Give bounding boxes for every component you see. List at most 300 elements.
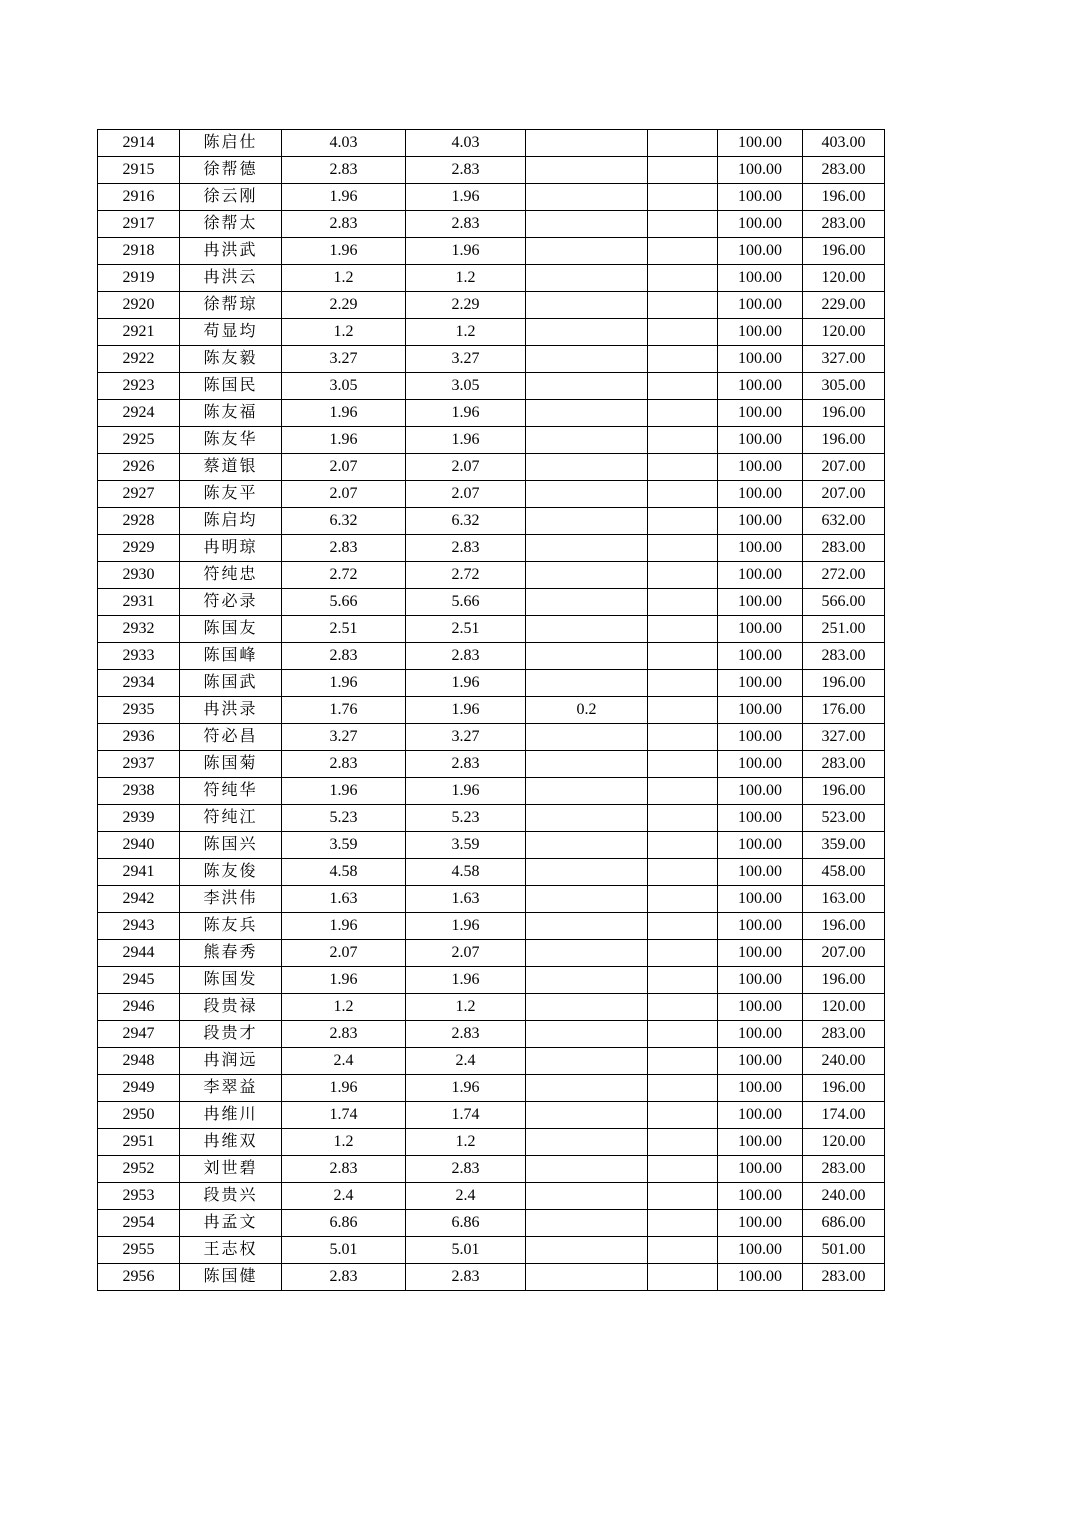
- difference-cell: [526, 400, 648, 427]
- row-number-cell: 2944: [98, 940, 180, 967]
- amount-cell: 174.00: [803, 1102, 885, 1129]
- person-name-cell: 冉润远: [180, 1048, 282, 1075]
- blank-cell: [648, 562, 718, 589]
- table-row: [98, 238, 885, 265]
- difference-cell: [526, 292, 648, 319]
- blank-cell: [648, 346, 718, 373]
- rate-cell: 100.00: [718, 1075, 803, 1102]
- table-row: [98, 184, 885, 211]
- table-row: [98, 1129, 885, 1156]
- amount-cell: 196.00: [803, 670, 885, 697]
- row-number-cell: 2926: [98, 454, 180, 481]
- person-name-cell: 陈友毅: [180, 346, 282, 373]
- rate-cell: 100.00: [718, 157, 803, 184]
- blank-cell: [648, 805, 718, 832]
- blank-cell: [648, 832, 718, 859]
- rate-cell: 100.00: [718, 697, 803, 724]
- difference-cell: [526, 1021, 648, 1048]
- blank-cell: [648, 859, 718, 886]
- amount-cell: 196.00: [803, 967, 885, 994]
- rate-cell: 100.00: [718, 1021, 803, 1048]
- amount-cell: 207.00: [803, 481, 885, 508]
- row-number-cell: 2917: [98, 211, 180, 238]
- area-b-cell: 1.2: [406, 265, 526, 292]
- blank-cell: [648, 994, 718, 1021]
- row-number-cell: 2940: [98, 832, 180, 859]
- area-b-cell: 2.72: [406, 562, 526, 589]
- area-a-cell: 6.86: [282, 1210, 406, 1237]
- amount-cell: 566.00: [803, 589, 885, 616]
- amount-cell: 686.00: [803, 1210, 885, 1237]
- row-number-cell: 2948: [98, 1048, 180, 1075]
- area-b-cell: 1.96: [406, 913, 526, 940]
- difference-cell: [526, 643, 648, 670]
- area-a-cell: 5.01: [282, 1237, 406, 1264]
- area-b-cell: 1.74: [406, 1102, 526, 1129]
- person-name-cell: 陈国兴: [180, 832, 282, 859]
- difference-cell: [526, 481, 648, 508]
- area-a-cell: 1.76: [282, 697, 406, 724]
- area-a-cell: 5.23: [282, 805, 406, 832]
- amount-cell: 120.00: [803, 994, 885, 1021]
- amount-cell: 120.00: [803, 265, 885, 292]
- area-a-cell: 4.03: [282, 130, 406, 157]
- area-a-cell: 2.51: [282, 616, 406, 643]
- row-number-cell: 2941: [98, 859, 180, 886]
- area-a-cell: 3.27: [282, 346, 406, 373]
- row-number-cell: 2938: [98, 778, 180, 805]
- blank-cell: [648, 373, 718, 400]
- amount-cell: 523.00: [803, 805, 885, 832]
- rate-cell: 100.00: [718, 616, 803, 643]
- table-row: [98, 1210, 885, 1237]
- amount-cell: 283.00: [803, 1156, 885, 1183]
- person-name-cell: 苟显均: [180, 319, 282, 346]
- blank-cell: [648, 292, 718, 319]
- amount-cell: 501.00: [803, 1237, 885, 1264]
- table-row: [98, 454, 885, 481]
- person-name-cell: 熊春秀: [180, 940, 282, 967]
- table-row: [98, 1048, 885, 1075]
- amount-cell: 359.00: [803, 832, 885, 859]
- blank-cell: [648, 1021, 718, 1048]
- area-a-cell: 2.07: [282, 454, 406, 481]
- amount-cell: 196.00: [803, 238, 885, 265]
- rate-cell: 100.00: [718, 292, 803, 319]
- amount-cell: 283.00: [803, 751, 885, 778]
- area-b-cell: 3.59: [406, 832, 526, 859]
- difference-cell: [526, 265, 648, 292]
- person-name-cell: 刘世碧: [180, 1156, 282, 1183]
- row-number-cell: 2933: [98, 643, 180, 670]
- rate-cell: 100.00: [718, 427, 803, 454]
- area-b-cell: 1.96: [406, 238, 526, 265]
- blank-cell: [648, 1048, 718, 1075]
- difference-cell: [526, 670, 648, 697]
- row-number-cell: 2936: [98, 724, 180, 751]
- person-name-cell: 陈国健: [180, 1264, 282, 1291]
- difference-cell: [526, 211, 648, 238]
- row-number-cell: 2920: [98, 292, 180, 319]
- difference-cell: [526, 238, 648, 265]
- area-b-cell: 1.96: [406, 778, 526, 805]
- blank-cell: [648, 886, 718, 913]
- area-b-cell: 6.86: [406, 1210, 526, 1237]
- person-name-cell: 蔡道银: [180, 454, 282, 481]
- rate-cell: 100.00: [718, 130, 803, 157]
- person-name-cell: 徐帮琼: [180, 292, 282, 319]
- area-a-cell: 1.96: [282, 778, 406, 805]
- amount-cell: 196.00: [803, 427, 885, 454]
- difference-cell: [526, 994, 648, 1021]
- blank-cell: [648, 184, 718, 211]
- person-name-cell: 陈国峰: [180, 643, 282, 670]
- table-row: [98, 346, 885, 373]
- blank-cell: [648, 1183, 718, 1210]
- person-name-cell: 符必昌: [180, 724, 282, 751]
- person-name-cell: 陈友福: [180, 400, 282, 427]
- person-name-cell: 符必录: [180, 589, 282, 616]
- table-row: [98, 481, 885, 508]
- ledger-table: [97, 129, 885, 1291]
- blank-cell: [648, 697, 718, 724]
- difference-cell: [526, 562, 648, 589]
- area-b-cell: 3.27: [406, 346, 526, 373]
- blank-cell: [648, 643, 718, 670]
- amount-cell: 196.00: [803, 184, 885, 211]
- difference-cell: [526, 1129, 648, 1156]
- table-row: [98, 319, 885, 346]
- row-number-cell: 2952: [98, 1156, 180, 1183]
- amount-cell: 176.00: [803, 697, 885, 724]
- amount-cell: 403.00: [803, 130, 885, 157]
- blank-cell: [648, 319, 718, 346]
- person-name-cell: 李翠益: [180, 1075, 282, 1102]
- difference-cell: [526, 373, 648, 400]
- difference-cell: [526, 130, 648, 157]
- rate-cell: 100.00: [718, 319, 803, 346]
- row-number-cell: 2927: [98, 481, 180, 508]
- area-a-cell: 2.83: [282, 643, 406, 670]
- blank-cell: [648, 1102, 718, 1129]
- person-name-cell: 陈启均: [180, 508, 282, 535]
- area-a-cell: 1.96: [282, 400, 406, 427]
- blank-cell: [648, 1129, 718, 1156]
- row-number-cell: 2954: [98, 1210, 180, 1237]
- table-row: [98, 643, 885, 670]
- person-name-cell: 符纯华: [180, 778, 282, 805]
- row-number-cell: 2928: [98, 508, 180, 535]
- table-row: [98, 373, 885, 400]
- rate-cell: 100.00: [718, 778, 803, 805]
- blank-cell: [648, 481, 718, 508]
- person-name-cell: 冉洪录: [180, 697, 282, 724]
- area-b-cell: 2.83: [406, 1264, 526, 1291]
- area-a-cell: 2.83: [282, 751, 406, 778]
- table-row: [98, 697, 885, 724]
- amount-cell: 272.00: [803, 562, 885, 589]
- row-number-cell: 2921: [98, 319, 180, 346]
- person-name-cell: 符纯江: [180, 805, 282, 832]
- area-b-cell: 2.83: [406, 211, 526, 238]
- person-name-cell: 陈国友: [180, 616, 282, 643]
- person-name-cell: 李洪伟: [180, 886, 282, 913]
- difference-cell: [526, 589, 648, 616]
- difference-cell: [526, 940, 648, 967]
- row-number-cell: 2953: [98, 1183, 180, 1210]
- difference-cell: [526, 724, 648, 751]
- table-row: [98, 1156, 885, 1183]
- amount-cell: 327.00: [803, 346, 885, 373]
- amount-cell: 240.00: [803, 1183, 885, 1210]
- difference-cell: [526, 805, 648, 832]
- row-number-cell: 2949: [98, 1075, 180, 1102]
- blank-cell: [648, 130, 718, 157]
- area-b-cell: 1.2: [406, 319, 526, 346]
- area-b-cell: 2.07: [406, 940, 526, 967]
- row-number-cell: 2932: [98, 616, 180, 643]
- rate-cell: 100.00: [718, 400, 803, 427]
- difference-cell: [526, 913, 648, 940]
- table-row: [98, 940, 885, 967]
- blank-cell: [648, 913, 718, 940]
- blank-cell: [648, 454, 718, 481]
- table-row: [98, 535, 885, 562]
- amount-cell: 327.00: [803, 724, 885, 751]
- area-b-cell: 2.83: [406, 1021, 526, 1048]
- difference-cell: [526, 1210, 648, 1237]
- area-a-cell: 1.96: [282, 1075, 406, 1102]
- area-a-cell: 1.96: [282, 184, 406, 211]
- blank-cell: [648, 400, 718, 427]
- rate-cell: 100.00: [718, 481, 803, 508]
- area-b-cell: 4.58: [406, 859, 526, 886]
- table-row: [98, 616, 885, 643]
- row-number-cell: 2925: [98, 427, 180, 454]
- amount-cell: 283.00: [803, 1021, 885, 1048]
- person-name-cell: 段贵禄: [180, 994, 282, 1021]
- difference-cell: [526, 454, 648, 481]
- table-row: [98, 130, 885, 157]
- rate-cell: 100.00: [718, 238, 803, 265]
- difference-cell: [526, 1102, 648, 1129]
- area-b-cell: 6.32: [406, 508, 526, 535]
- table-row: [98, 1264, 885, 1291]
- difference-cell: [526, 427, 648, 454]
- area-a-cell: 5.66: [282, 589, 406, 616]
- area-a-cell: 1.96: [282, 427, 406, 454]
- rate-cell: 100.00: [718, 643, 803, 670]
- blank-cell: [648, 238, 718, 265]
- amount-cell: 251.00: [803, 616, 885, 643]
- amount-cell: 120.00: [803, 319, 885, 346]
- area-a-cell: 1.63: [282, 886, 406, 913]
- area-b-cell: 2.51: [406, 616, 526, 643]
- area-b-cell: 2.83: [406, 1156, 526, 1183]
- area-b-cell: 2.29: [406, 292, 526, 319]
- area-a-cell: 2.83: [282, 157, 406, 184]
- row-number-cell: 2919: [98, 265, 180, 292]
- difference-cell: [526, 1264, 648, 1291]
- table-row: [98, 859, 885, 886]
- table-row: [98, 157, 885, 184]
- blank-cell: [648, 1075, 718, 1102]
- table-row: [98, 1237, 885, 1264]
- area-b-cell: 1.2: [406, 1129, 526, 1156]
- blank-cell: [648, 211, 718, 238]
- difference-cell: [526, 535, 648, 562]
- amount-cell: 163.00: [803, 886, 885, 913]
- difference-cell: [526, 859, 648, 886]
- table-row: [98, 292, 885, 319]
- difference-cell: [526, 832, 648, 859]
- area-b-cell: 4.03: [406, 130, 526, 157]
- area-b-cell: 1.96: [406, 400, 526, 427]
- difference-cell: [526, 346, 648, 373]
- difference-cell: [526, 1048, 648, 1075]
- rate-cell: 100.00: [718, 184, 803, 211]
- amount-cell: 283.00: [803, 157, 885, 184]
- area-a-cell: 1.96: [282, 967, 406, 994]
- rate-cell: 100.00: [718, 1048, 803, 1075]
- blank-cell: [648, 535, 718, 562]
- blank-cell: [648, 967, 718, 994]
- rate-cell: 100.00: [718, 1102, 803, 1129]
- area-b-cell: 1.96: [406, 427, 526, 454]
- blank-cell: [648, 724, 718, 751]
- amount-cell: 120.00: [803, 1129, 885, 1156]
- table-row: [98, 1075, 885, 1102]
- rate-cell: 100.00: [718, 211, 803, 238]
- difference-cell: 0.2: [526, 697, 648, 724]
- table-row: [98, 589, 885, 616]
- amount-cell: 458.00: [803, 859, 885, 886]
- table-row: [98, 994, 885, 1021]
- area-a-cell: 4.58: [282, 859, 406, 886]
- person-name-cell: 符纯忠: [180, 562, 282, 589]
- person-name-cell: 冉维川: [180, 1102, 282, 1129]
- row-number-cell: 2918: [98, 238, 180, 265]
- row-number-cell: 2931: [98, 589, 180, 616]
- area-b-cell: 3.27: [406, 724, 526, 751]
- rate-cell: 100.00: [718, 886, 803, 913]
- amount-cell: 283.00: [803, 535, 885, 562]
- row-number-cell: 2923: [98, 373, 180, 400]
- difference-cell: [526, 778, 648, 805]
- person-name-cell: 段贵兴: [180, 1183, 282, 1210]
- blank-cell: [648, 265, 718, 292]
- area-b-cell: 5.23: [406, 805, 526, 832]
- rate-cell: 100.00: [718, 1237, 803, 1264]
- rate-cell: 100.00: [718, 373, 803, 400]
- row-number-cell: 2929: [98, 535, 180, 562]
- rate-cell: 100.00: [718, 805, 803, 832]
- person-name-cell: 冉洪云: [180, 265, 282, 292]
- blank-cell: [648, 508, 718, 535]
- difference-cell: [526, 184, 648, 211]
- area-a-cell: 2.4: [282, 1183, 406, 1210]
- row-number-cell: 2935: [98, 697, 180, 724]
- area-a-cell: 1.74: [282, 1102, 406, 1129]
- table-row: [98, 265, 885, 292]
- person-name-cell: 陈友兵: [180, 913, 282, 940]
- difference-cell: [526, 508, 648, 535]
- rate-cell: 100.00: [718, 913, 803, 940]
- amount-cell: 196.00: [803, 778, 885, 805]
- rate-cell: 100.00: [718, 832, 803, 859]
- table-row: [98, 967, 885, 994]
- person-name-cell: 段贵才: [180, 1021, 282, 1048]
- area-a-cell: 1.96: [282, 238, 406, 265]
- area-a-cell: 1.96: [282, 913, 406, 940]
- table-row: [98, 562, 885, 589]
- difference-cell: [526, 967, 648, 994]
- difference-cell: [526, 751, 648, 778]
- blank-cell: [648, 670, 718, 697]
- area-a-cell: 2.4: [282, 1048, 406, 1075]
- rate-cell: 100.00: [718, 940, 803, 967]
- amount-cell: 196.00: [803, 1075, 885, 1102]
- area-b-cell: 1.96: [406, 1075, 526, 1102]
- row-number-cell: 2916: [98, 184, 180, 211]
- rate-cell: 100.00: [718, 967, 803, 994]
- row-number-cell: 2924: [98, 400, 180, 427]
- area-a-cell: 2.29: [282, 292, 406, 319]
- amount-cell: 283.00: [803, 211, 885, 238]
- area-a-cell: 6.32: [282, 508, 406, 535]
- row-number-cell: 2930: [98, 562, 180, 589]
- row-number-cell: 2946: [98, 994, 180, 1021]
- table-row: [98, 751, 885, 778]
- area-a-cell: 2.83: [282, 1021, 406, 1048]
- blank-cell: [648, 751, 718, 778]
- row-number-cell: 2945: [98, 967, 180, 994]
- row-number-cell: 2955: [98, 1237, 180, 1264]
- difference-cell: [526, 157, 648, 184]
- row-number-cell: 2943: [98, 913, 180, 940]
- blank-cell: [648, 1156, 718, 1183]
- row-number-cell: 2939: [98, 805, 180, 832]
- difference-cell: [526, 1075, 648, 1102]
- table-row: [98, 832, 885, 859]
- area-b-cell: 2.07: [406, 481, 526, 508]
- area-a-cell: 2.07: [282, 481, 406, 508]
- difference-cell: [526, 616, 648, 643]
- difference-cell: [526, 1156, 648, 1183]
- person-name-cell: 徐帮德: [180, 157, 282, 184]
- row-number-cell: 2914: [98, 130, 180, 157]
- area-a-cell: 2.07: [282, 940, 406, 967]
- area-b-cell: 2.4: [406, 1048, 526, 1075]
- person-name-cell: 冉洪武: [180, 238, 282, 265]
- person-name-cell: 徐云刚: [180, 184, 282, 211]
- blank-cell: [648, 940, 718, 967]
- row-number-cell: 2956: [98, 1264, 180, 1291]
- area-a-cell: 1.2: [282, 265, 406, 292]
- difference-cell: [526, 1237, 648, 1264]
- person-name-cell: 王志权: [180, 1237, 282, 1264]
- row-number-cell: 2934: [98, 670, 180, 697]
- blank-cell: [648, 778, 718, 805]
- row-number-cell: 2951: [98, 1129, 180, 1156]
- area-a-cell: 2.72: [282, 562, 406, 589]
- area-b-cell: 1.96: [406, 670, 526, 697]
- person-name-cell: 陈国发: [180, 967, 282, 994]
- rate-cell: 100.00: [718, 346, 803, 373]
- area-b-cell: 1.2: [406, 994, 526, 1021]
- blank-cell: [648, 1264, 718, 1291]
- amount-cell: 229.00: [803, 292, 885, 319]
